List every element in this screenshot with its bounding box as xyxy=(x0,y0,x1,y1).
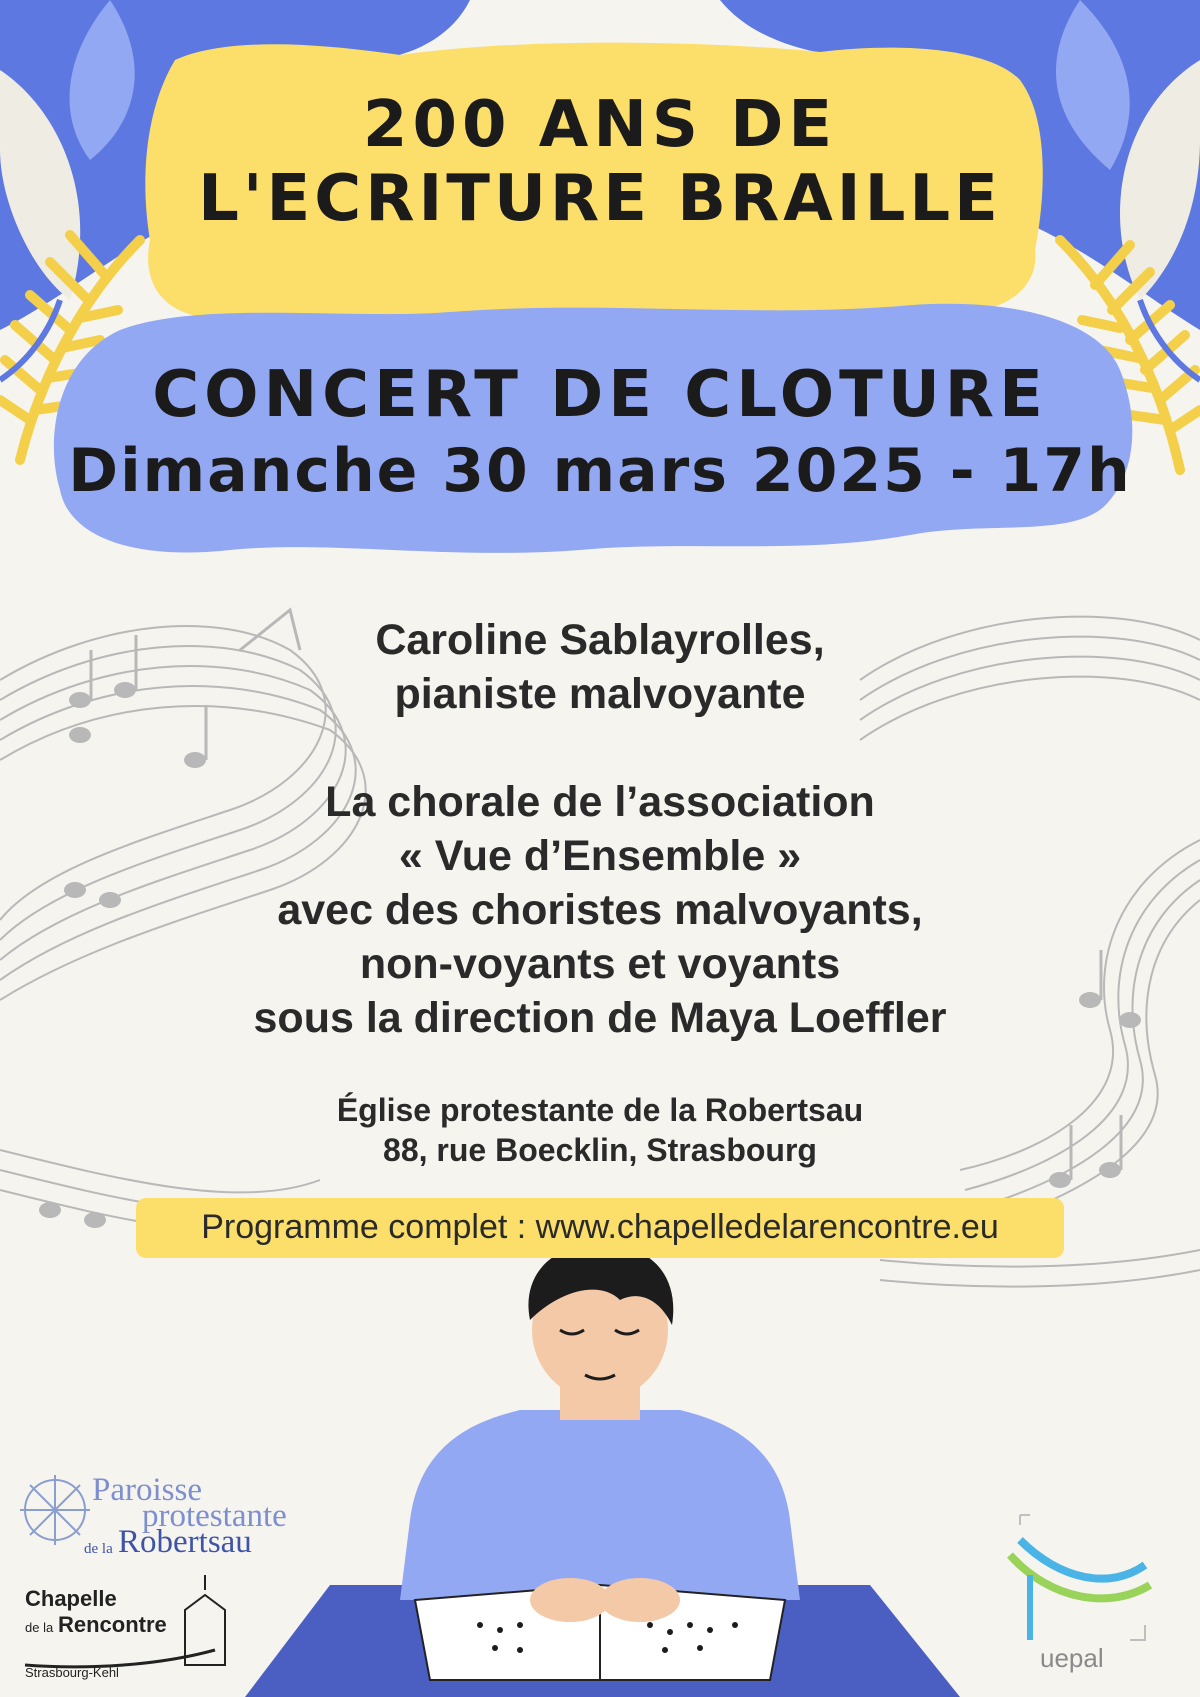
paroisse-logo-line-1: Paroisse xyxy=(92,1472,202,1508)
title-line-2: L'ECRITURE BRAILLE xyxy=(198,162,1002,236)
venue-name: Église protestante de la Robertsau xyxy=(336,1092,864,1128)
soloist-role: pianiste malvoyante xyxy=(394,670,806,718)
choir-line-2: « Vue d’Ensemble » xyxy=(398,832,802,880)
title-line-1: 200 ANS DE xyxy=(362,88,838,162)
choir-line-1: La chorale de l’association xyxy=(325,778,875,826)
paroisse-logo-small: de la xyxy=(84,1541,113,1557)
uepal-logo-icon xyxy=(1010,1515,1150,1640)
paroisse-logo-line-3: Robertsau xyxy=(118,1524,252,1560)
concert-date: Dimanche 30 mars 2025 - 17h xyxy=(68,436,1132,506)
program-link[interactable]: Programme complet : www.chapelledelarencontre.eu xyxy=(201,1208,999,1246)
soloist-name: Caroline Sablayrolles, xyxy=(375,616,825,664)
chapelle-logo-line-3: Strasbourg-Kehl xyxy=(25,1665,119,1680)
paroisse-logo-line-2: protestante xyxy=(142,1498,287,1534)
venue-address: 88, rue Boecklin, Strasbourg xyxy=(383,1132,817,1168)
choir-line-4: non-voyants et voyants xyxy=(359,940,841,988)
chapelle-logo-line-1: Chapelle xyxy=(25,1586,117,1611)
chapelle-logo-small: de la xyxy=(25,1620,54,1635)
chapelle-logo-line-2: Rencontre xyxy=(58,1612,167,1637)
reader-illustration xyxy=(245,1244,960,1697)
concert-heading: CONCERT DE CLOTURE xyxy=(152,358,1048,432)
choir-line-5: sous la direction de Maya Loeffler xyxy=(253,994,947,1042)
choir-line-3: avec des choristes malvoyants, xyxy=(277,886,923,934)
uepal-logo-text: uepal xyxy=(1040,1643,1104,1673)
paroisse-cross-icon xyxy=(20,1475,90,1545)
